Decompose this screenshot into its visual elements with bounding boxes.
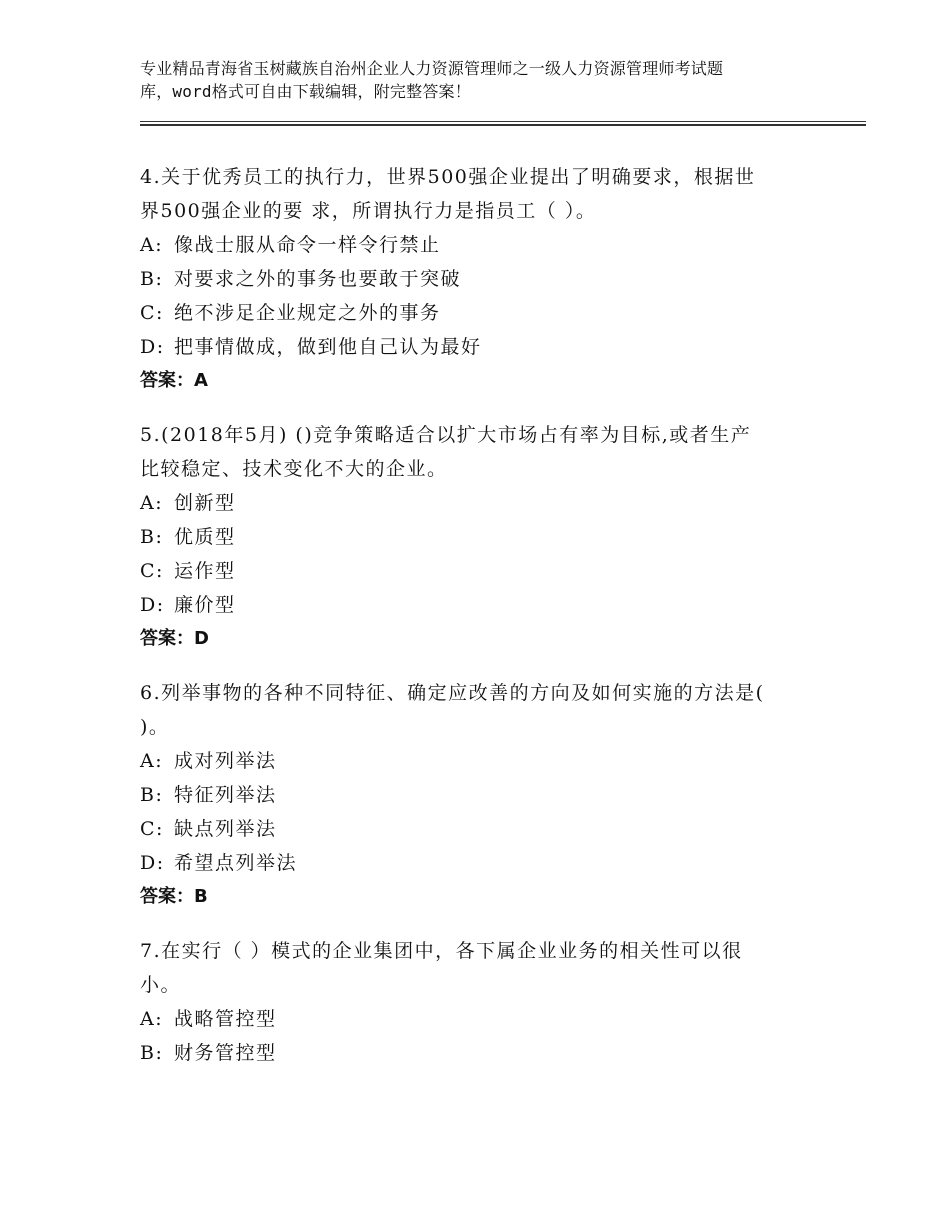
- option-d: [140, 588, 820, 622]
- option-c: [140, 812, 820, 846]
- option-a: [140, 228, 820, 262]
- question-stem: 比较稳定、技术变化不大的企业。: [140, 458, 448, 480]
- option-b: [140, 1036, 820, 1070]
- option-c: [140, 554, 820, 588]
- option-letter: A:: [140, 1008, 164, 1030]
- option-letter: B:: [140, 1042, 164, 1064]
- option-text: 希望点列举法: [174, 852, 298, 874]
- question-stem: )。: [140, 716, 170, 738]
- option-letter: B:: [140, 526, 164, 548]
- question-stem: 小。: [140, 974, 182, 996]
- answer-label: 答案：: [140, 628, 194, 649]
- option-b: [140, 778, 820, 812]
- option-a: [140, 486, 820, 520]
- option-c: [140, 296, 820, 330]
- header-title-line2: 库，word格式可自由下载编辑，附完整答案！: [140, 82, 471, 101]
- option-letter: C:: [140, 560, 164, 582]
- option-d: [140, 846, 820, 880]
- question-stem: 5.(2018年5月) ()竞争策略适合以扩大市场占有率为目标,或者生产: [140, 424, 752, 446]
- question-6: [140, 676, 820, 914]
- option-text: 廉价型: [174, 594, 236, 616]
- page-header: [140, 57, 840, 103]
- option-d: [140, 330, 820, 364]
- header-title-line1: 专业精品青海省玉树藏族自治州企业人力资源管理师之一级人力资源管理师考试题: [140, 59, 724, 78]
- option-text: 成对列举法: [174, 750, 277, 772]
- answer-label: 答案：: [140, 886, 194, 907]
- option-letter: C:: [140, 302, 164, 324]
- option-text: 特征列举法: [174, 784, 277, 806]
- option-text: 运作型: [174, 560, 236, 582]
- question-stem: 6.列举事物的各种不同特征、确定应改善的方向及如何实施的方法是(: [140, 682, 765, 704]
- option-letter: D:: [140, 852, 165, 874]
- answer-line: [140, 880, 820, 914]
- option-a: [140, 1002, 820, 1036]
- question-4: [140, 160, 820, 398]
- option-letter: A:: [140, 492, 164, 514]
- option-text: 优质型: [174, 526, 236, 548]
- option-letter: C:: [140, 818, 164, 840]
- question-stem: 7.在实行（ ）模式的企业集团中，各下属企业业务的相关性可以很: [140, 940, 743, 962]
- answer-label: 答案：: [140, 370, 194, 391]
- option-letter: A:: [140, 234, 164, 256]
- answer-value: A: [194, 370, 208, 391]
- option-text: 创新型: [174, 492, 236, 514]
- option-letter: B:: [140, 268, 164, 290]
- option-text: 战略管控型: [174, 1008, 277, 1030]
- question-stem: 界500强企业的要 求，所谓执行力是指员工（ ）。: [140, 200, 597, 222]
- answer-line: [140, 622, 820, 656]
- question-list: [140, 160, 820, 1090]
- option-text: 把事情做成，做到他自己认为最好: [174, 336, 482, 358]
- header-divider: [140, 121, 866, 122]
- option-text: 缺点列举法: [174, 818, 277, 840]
- question-5: [140, 418, 820, 656]
- option-text: 对要求之外的事务也要敢于突破: [174, 268, 462, 290]
- option-b: [140, 262, 820, 296]
- option-text: 财务管控型: [174, 1042, 277, 1064]
- answer-value: D: [194, 628, 209, 649]
- option-b: [140, 520, 820, 554]
- header-divider-thick: [140, 124, 866, 126]
- option-letter: D:: [140, 336, 165, 358]
- option-letter: D:: [140, 594, 165, 616]
- question-stem: 4.关于优秀员工的执行力，世界500强企业提出了明确要求，根据世: [140, 166, 756, 188]
- answer-value: B: [194, 886, 208, 907]
- answer-line: [140, 364, 820, 398]
- option-text: 绝不涉足企业规定之外的事务: [174, 302, 441, 324]
- question-7: [140, 934, 820, 1070]
- option-a: [140, 744, 820, 778]
- option-text: 像战士服从命令一样令行禁止: [174, 234, 441, 256]
- option-letter: B:: [140, 784, 164, 806]
- option-letter: A:: [140, 750, 164, 772]
